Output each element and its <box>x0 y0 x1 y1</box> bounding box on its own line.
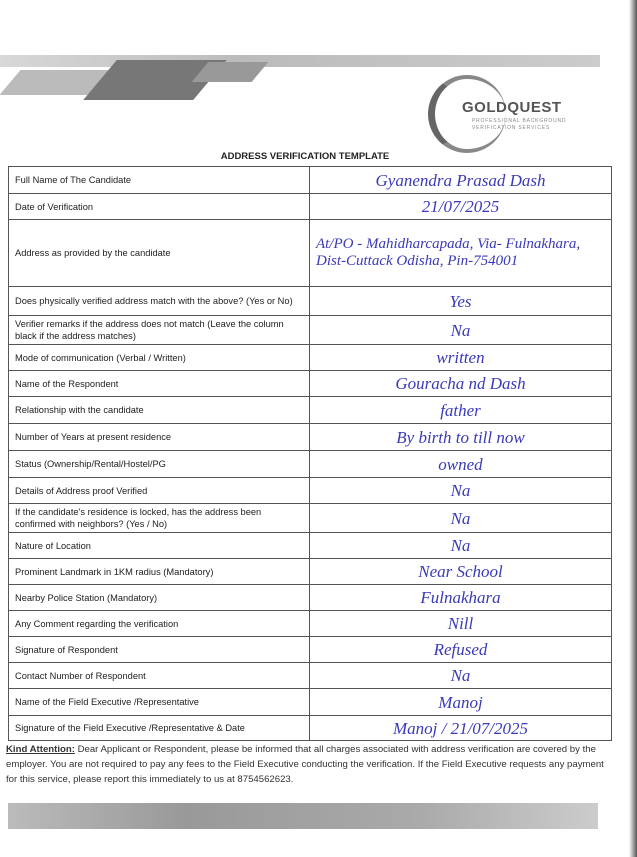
table-row <box>9 220 612 287</box>
logo-tagline-1: PROFESSIONAL BACKGROUND <box>472 118 567 124</box>
handwritten-value: Refused <box>310 637 612 663</box>
verification-table <box>8 166 612 741</box>
handwritten-value: Manoj <box>310 689 612 716</box>
handwritten-value: Fulnakhara <box>310 585 612 611</box>
table-row <box>9 611 612 637</box>
handwritten-value: Na <box>310 533 612 559</box>
table-row <box>9 663 612 689</box>
table-row <box>9 689 612 716</box>
logo-tagline-2: VERIFICATION SERVICES <box>472 125 551 131</box>
field-label: Address as provided by the candidate <box>9 220 310 287</box>
field-label: Status (Ownership/Rental/Hostel/PG <box>9 451 310 478</box>
handwritten-value: father <box>310 397 612 424</box>
handwritten-value: owned <box>310 451 612 478</box>
handwritten-value: At/PO - Mahidharcapada, Via- Fulnakhara, Dist-Cuttack Odisha, Pin-754001 <box>310 220 612 287</box>
scan-streak <box>0 55 600 67</box>
handwritten-value: Na <box>310 504 612 533</box>
notice-text: Dear Applicant or Respondent, please be informed that all charges associated with address verification are covered by the employer. You are not required to pay any fees to the Field Executive conducting the verification. If the Field Executive requests any payment for this service, please report this immediately to us at 8754562623. <box>6 744 604 785</box>
handwritten-value: Near School <box>310 559 612 585</box>
table-row <box>9 287 612 316</box>
table-row <box>9 637 612 663</box>
table-row <box>9 371 612 397</box>
handwritten-value: Manoj / 21/07/2025 <box>310 716 612 741</box>
table-row <box>9 504 612 533</box>
handwritten-value: Gyanendra Prasad Dash <box>310 167 612 194</box>
field-label: Nearby Police Station (Mandatory) <box>9 585 310 611</box>
field-label: Number of Years at present residence <box>9 424 310 451</box>
table-row <box>9 478 612 504</box>
table-row <box>9 424 612 451</box>
field-label: If the candidate's residence is locked, has the address been confirmed with neighbors? (Yes / No) <box>9 504 310 533</box>
kind-attention-notice <box>6 742 606 787</box>
table-row <box>9 533 612 559</box>
scan-edge <box>629 0 637 857</box>
handwritten-value: Nill <box>310 611 612 637</box>
table-row <box>9 194 612 220</box>
logo-tagline <box>472 118 566 132</box>
field-label: Does physically verified address match with the above? (Yes or No) <box>9 287 310 316</box>
table-row <box>9 345 612 371</box>
handwritten-value: By birth to till now <box>310 424 612 451</box>
field-label: Signature of Respondent <box>9 637 310 663</box>
field-label: Relationship with the candidate <box>9 397 310 424</box>
document-title: ADDRESS VERIFICATION TEMPLATE <box>220 151 390 162</box>
notice-heading: Kind Attention: <box>6 744 75 755</box>
table-row <box>9 716 612 741</box>
field-label: Contact Number of Respondent <box>9 663 310 689</box>
table-row <box>9 559 612 585</box>
table-row <box>9 167 612 194</box>
field-label: Full Name of The Candidate <box>9 167 310 194</box>
field-label: Nature of Location <box>9 533 310 559</box>
handwritten-value: 21/07/2025 <box>310 194 612 220</box>
field-label: Name of the Field Executive /Representative <box>9 689 310 716</box>
handwritten-value: written <box>310 345 612 371</box>
table-row <box>9 451 612 478</box>
handwritten-value: Gouracha nd Dash <box>310 371 612 397</box>
field-label: Date of Verification <box>9 194 310 220</box>
field-label: Signature of the Field Executive /Representative & Date <box>9 716 310 741</box>
goldquest-logo <box>428 75 618 155</box>
table-row <box>9 585 612 611</box>
field-label: Name of the Respondent <box>9 371 310 397</box>
handwritten-value: Na <box>310 316 612 345</box>
field-label: Any Comment regarding the verification <box>9 611 310 637</box>
field-label: Prominent Landmark in 1KM radius (Mandatory) <box>9 559 310 585</box>
handwritten-value: Yes <box>310 287 612 316</box>
field-label: Verifier remarks if the address does not match (Leave the column black if the address matches) <box>9 316 310 345</box>
table-row <box>9 316 612 345</box>
field-label: Details of Address proof Verified <box>9 478 310 504</box>
logo-name: GOLDQUEST <box>462 99 562 116</box>
field-label: Mode of communication (Verbal / Written) <box>9 345 310 371</box>
handwritten-value: Na <box>310 663 612 689</box>
scan-footer-bar <box>8 803 598 829</box>
handwritten-value: Na <box>310 478 612 504</box>
table-row <box>9 397 612 424</box>
